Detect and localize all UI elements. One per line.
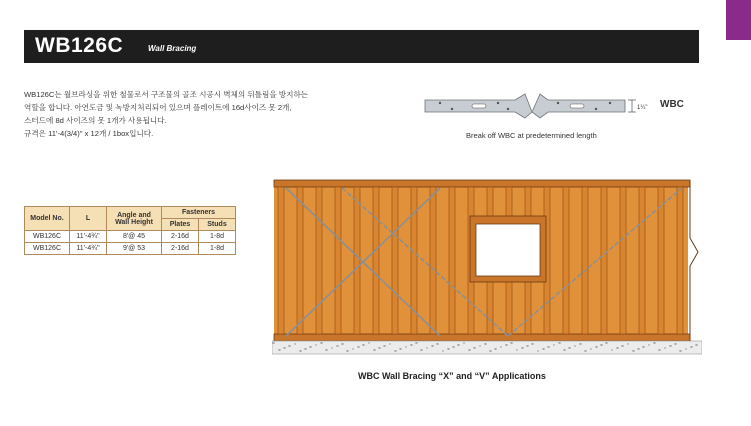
description-line: 규격은 11'-4(3/4)" x 12개 / 1box입니다. <box>24 129 154 138</box>
gravel-dot <box>638 348 639 349</box>
gravel-dot <box>289 345 290 346</box>
spec-table <box>24 206 236 255</box>
gravel-dot <box>537 350 538 351</box>
concrete-slab <box>272 341 702 354</box>
cell-angle: 8'@ 45 <box>107 231 162 243</box>
window-opening <box>476 224 540 276</box>
gravel-dot <box>453 346 454 347</box>
gravel-dot <box>400 348 401 349</box>
strap-hole <box>595 108 597 110</box>
gravel-dot <box>294 343 295 344</box>
header-angle: Angle and Wall Height <box>107 207 162 231</box>
gravel-dot <box>654 342 655 343</box>
product-title: WB126C <box>35 34 124 57</box>
gravel-dot <box>384 345 385 346</box>
accent-tab <box>726 0 751 40</box>
gravel-dot <box>315 344 316 345</box>
description-line: 스터드에 8d 사이즈의 못 1개가 사용됩니다. <box>24 116 167 125</box>
stud <box>563 187 569 334</box>
gravel-dot <box>405 346 406 347</box>
gravel-dot <box>321 342 322 343</box>
top-plate <box>274 180 690 187</box>
strap-hole <box>439 102 441 104</box>
stud <box>335 187 341 334</box>
gravel-dot <box>596 346 597 347</box>
gravel-dot <box>569 347 570 348</box>
gravel-dot <box>585 350 586 351</box>
stud <box>278 187 284 334</box>
wall-framing-illustration <box>272 178 702 358</box>
cell-length: 11'-4¾" <box>70 231 107 243</box>
gravel-dot <box>458 344 459 345</box>
strap-hole <box>451 108 453 110</box>
header-model: Model No. <box>25 207 70 231</box>
gravel-dot <box>574 345 575 346</box>
gravel-dot <box>474 347 475 348</box>
gravel-dot <box>463 342 464 343</box>
gravel-dot <box>643 346 644 347</box>
strap-slot <box>472 104 486 108</box>
stud <box>430 187 436 334</box>
gravel-dot <box>696 344 697 345</box>
strap-hole <box>507 108 509 110</box>
gravel-dot <box>627 343 628 344</box>
stud <box>620 187 626 334</box>
strap-slot <box>570 104 584 108</box>
width-dimension: 1¼" <box>637 105 648 111</box>
gravel-dot <box>326 349 327 350</box>
gravel-dot <box>273 342 274 343</box>
gravel-dot <box>421 349 422 350</box>
gravel-dot <box>659 349 660 350</box>
gravel-dot <box>564 349 565 350</box>
gravel-dot <box>352 348 353 349</box>
strap-label: WBC <box>660 99 684 110</box>
gravel-dot <box>284 347 285 348</box>
gravel-dot <box>416 342 417 343</box>
gravel-dot <box>469 349 470 350</box>
gravel-dot <box>543 348 544 349</box>
stud <box>392 187 398 334</box>
gravel-dot <box>374 349 375 350</box>
header-length: L <box>70 207 107 231</box>
gravel-dot <box>368 342 369 343</box>
gravel-dot <box>395 350 396 351</box>
gravel-dot <box>664 347 665 348</box>
gravel-dot <box>448 348 449 349</box>
gravel-dot <box>432 345 433 346</box>
gravel-dot <box>389 343 390 344</box>
gravel-dot <box>300 350 301 351</box>
gravel-dot <box>442 350 443 351</box>
stud <box>582 187 588 334</box>
stud <box>639 187 645 334</box>
gravel-dot <box>527 345 528 346</box>
table-row <box>25 243 236 255</box>
gravel-dot <box>426 347 427 348</box>
product-description <box>24 88 374 140</box>
gravel-dot <box>500 346 501 347</box>
cell-model: WB126C <box>25 243 70 255</box>
gravel-dot <box>611 349 612 350</box>
gravel-dot <box>590 348 591 349</box>
cell-model: WB126C <box>25 231 70 243</box>
stud <box>297 187 303 334</box>
gravel-dot <box>411 344 412 345</box>
gravel-dot <box>437 343 438 344</box>
break-line <box>690 180 698 341</box>
stud <box>316 187 322 334</box>
gravel-dot <box>490 350 491 351</box>
gravel-dot <box>606 342 607 343</box>
strap-hole <box>497 102 499 104</box>
stud <box>449 187 455 334</box>
strap-hole <box>557 102 559 104</box>
table-row <box>25 231 236 243</box>
gravel-dot <box>363 344 364 345</box>
gravel-dot <box>331 347 332 348</box>
stud <box>354 187 360 334</box>
gravel-dot <box>506 344 507 345</box>
gravel-dot <box>358 346 359 347</box>
stud <box>373 187 379 334</box>
stud <box>677 187 683 334</box>
gravel-dot <box>675 343 676 344</box>
gravel-dot <box>310 346 311 347</box>
product-subtitle: Wall Bracing <box>148 44 197 53</box>
header-studs: Studs <box>199 219 236 231</box>
stud <box>658 187 664 334</box>
gravel-dot <box>559 342 560 343</box>
gravel-dot <box>548 346 549 347</box>
stud <box>601 187 607 334</box>
bottom-plate <box>274 334 690 341</box>
gravel-dot <box>342 343 343 344</box>
gravel-dot <box>279 349 280 350</box>
gravel-dot <box>633 350 634 351</box>
cell-angle: 9'@ 53 <box>107 243 162 255</box>
cell-studs: 1-8d <box>199 243 236 255</box>
gravel-dot <box>532 343 533 344</box>
header-fasteners: Fasteners <box>162 207 236 219</box>
gravel-dot <box>511 342 512 343</box>
gravel-dot <box>680 350 681 351</box>
gravel-dot <box>485 343 486 344</box>
gravel-dot <box>648 344 649 345</box>
strap-hole <box>609 102 611 104</box>
gravel-dot <box>553 344 554 345</box>
description-line: 역할을 합니다. 아연도금 및 녹방지처리되어 있으며 플레이트에 16d사이즈 못 2개, <box>24 103 292 112</box>
gravel-dot <box>685 348 686 349</box>
cell-plates: 2-16d <box>162 231 199 243</box>
gravel-dot <box>379 347 380 348</box>
gravel-dot <box>670 345 671 346</box>
gravel-dot <box>601 344 602 345</box>
wall-caption: WBC Wall Bracing “X” and “V” Applications <box>358 371 546 381</box>
gravel-dot <box>347 350 348 351</box>
cell-studs: 1-8d <box>199 231 236 243</box>
header-plates: Plates <box>162 219 199 231</box>
cell-length: 11'-4¾" <box>70 243 107 255</box>
gravel-dot <box>622 345 623 346</box>
description-line: WB126C는 월브라싱을 위한 철물로서 구조물의 골조 시공시 벽체의 뒤틀림을 방지하는 <box>24 90 309 99</box>
gravel-dot <box>516 349 517 350</box>
cell-plates: 2-16d <box>162 243 199 255</box>
gravel-dot <box>305 348 306 349</box>
gravel-dot <box>617 347 618 348</box>
gravel-dot <box>495 348 496 349</box>
title-banner <box>24 30 699 63</box>
gravel-dot <box>691 346 692 347</box>
strap-caption: Break off WBC at predetermined length <box>466 131 597 140</box>
gravel-dot <box>337 345 338 346</box>
gravel-dot <box>522 347 523 348</box>
gravel-dot <box>479 345 480 346</box>
gravel-dot <box>580 343 581 344</box>
